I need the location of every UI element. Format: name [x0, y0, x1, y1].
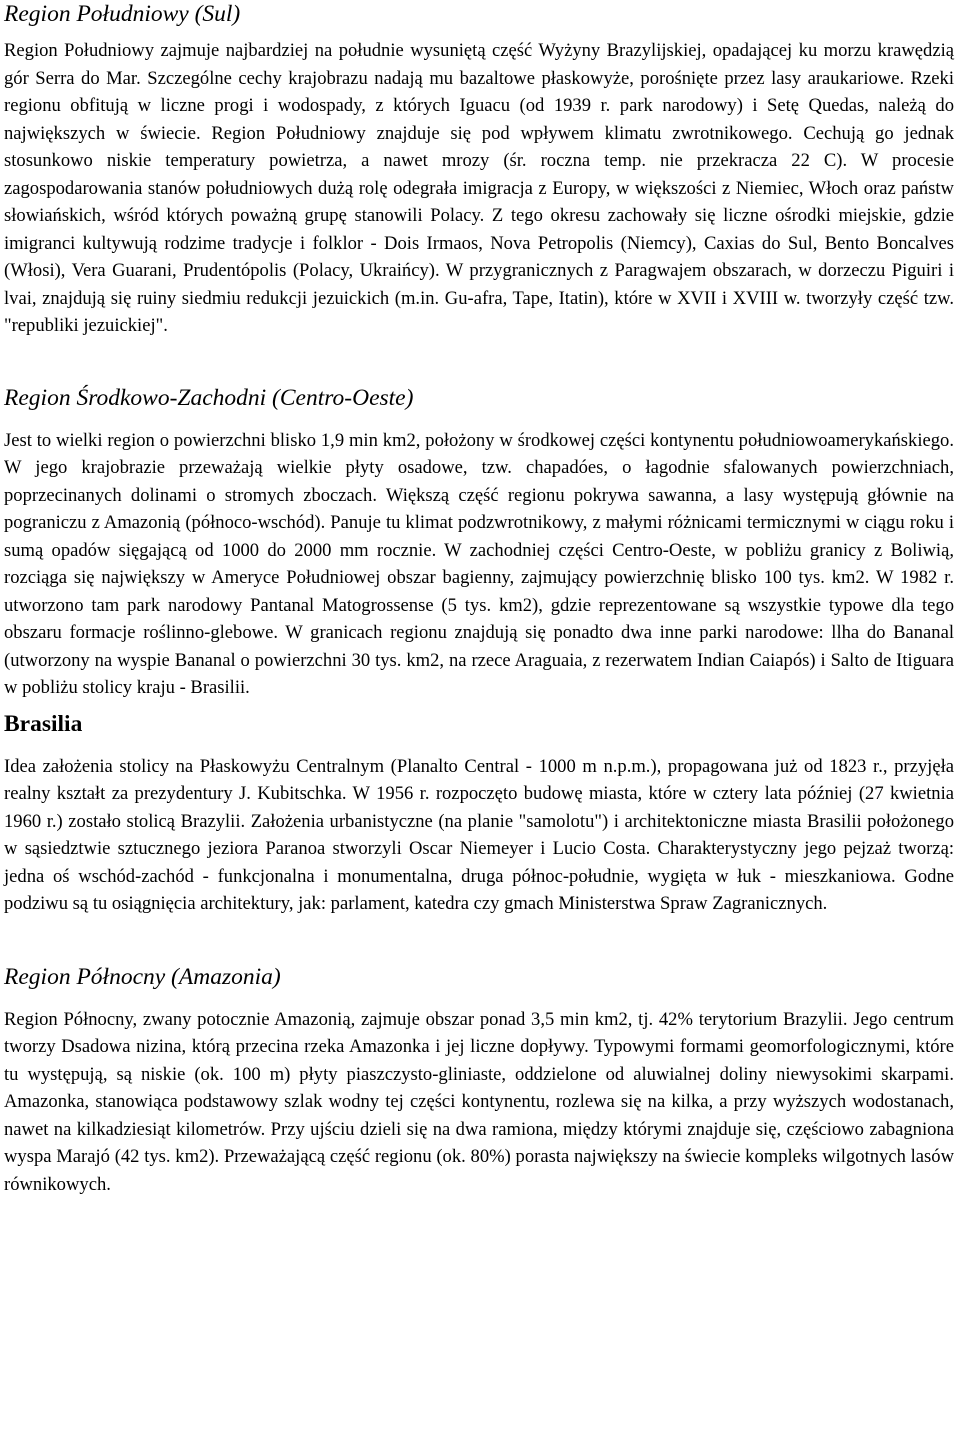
section-title-brasilia: Brasilia — [4, 710, 83, 737]
section-paragraph-amazonia: Region Północny, zwany potocznie Amazonią, zajmuje obszar ponad 3,5 min km2, tj. 42% terytorium Brazylii. Jego centrum tworzy Dsadowa nizina, którą przecina rzeka Amazonka i jej liczne dopływy. Typowymi formami geomorfologicznymi, które tu występują, są niskie (ok. 100 m) płyty piaszczysto-gliniaste, oddzielone od aluwialnej doliny niewysokimi skarpami. Amazonka, stanowiąca podstawowy szlak wodny tej części kontynentu, rozlewa się na kilka, a przy wyższych wodostanach, nawet na kilkadziesiąt kilometrów. Przy ujściu dzieli się na dwa ramiona, między którymi znajduje się, częściowo zabagniona wyspa Marajó (42 tys. km2). Przeważającą część regionu (ok. 80%) porasta największy na świecie kompleks wilgotnych lasów równikowych. — [4, 1008, 954, 1195]
section-paragraph-centro-oeste: Jest to wielki region o powierzchni blisko 1,9 min km2, położony w środkowej części kontynentu południowoamerykańskiego. W jego krajobrazie przeważają wielkie płyty osadowe, tzw. chapadóes, o łagodnie sfalowanych powierzchniach, poprzecinanych dolinami o stromych zboczach. Większą część regionu pokrywa sawanna, a lasy występują głównie na pograniczu z Amazonią (północo-wschód). Panuje tu klimat podzwrotnikowy, z małymi różnicami termicznymi w ciągu roku i sumą opadów sięgającą od 1000 do 2000 mm rocznie. W zachodniej części Centro-Oeste, w pobliżu granicy z Boliwią, rozciąga się największy w Ameryce Południowej obszar bagienny, zajmujący powierzchnię blisko 100 tys. km2. W 1982 r. utworzono tam park narodowy Pantanal Matogrossense (5 tys. km2), gdzie reprezentowane są wszystkie typowe dla tego obszaru formacje roślinno-glebowe. W granicach regionu znajdują się ponadto dwa inne parki narodowe: llha do Bananal (utworzony na wyspie Bananal o powierzchni 30 tys. km2, na rzece Araguaia, z rezerwatem Indian Caiapós) i Salto de Itiguara w pobliżu stolicy kraju - Brasilii. — [4, 429, 954, 698]
section-paragraph-sul: Region Południowy zajmuje najbardziej na południe wysuniętą część Wyżyny Brazylijskiej, opadającej ku morzu krawędzią gór Serra do Mar. Szczególne cechy krajobrazu nadają mu bazaltowe płaskowyże, porośnięte przez lasy araukariowe. Rzeki regionu obfitują w liczne progi i wodospady, z których Iguacu (od 1939 r. park narodowy) i Setę Quedas, należą do największych w świecie. Region Południowy znajduje się pod wpływem klimatu zwrotnikowego. Cechują go jednak stosunkowo niskie temperatury powietrza, a nawet mrozy (śr. roczna temp. nie przekracza 22 C). W procesie zagospodarowania stanów południowych dużą rolę odegrała imigracja z Europy, w większości z Niemiec, Włoch oraz państw słowiańskich, wśród których poważną grupę stanowili Polacy. Z tego okresu zachowały się liczne ośrodki miejskie, gdzie imigranci kultywują rodzime tradycje i folklor - Dois Irmaos, Nova Petropolis (Niemcy), Caxias do Sul, Bento Boncalves (Włosi), Vera Guarani, Prudentópolis (Polacy, Ukraińcy). W przygranicznych z Paragwajem obszarach, w dorzeczu Piguiri i lvai, znajdują się ruiny siedmiu redukcji jezuickich (m.in. Gu-afra, Tape, Itatin), które w XVII i XVIII w. tworzyły część tzw. "republiki jezuickiej". — [4, 40, 954, 336]
section-title-centro-oeste: Region Środkowo-Zachodni (Centro-Oeste) — [4, 384, 414, 411]
section-paragraph-brasilia: Idea założenia stolicy na Płaskowyżu Centralnym (Planalto Central - 1000 m n.p.m.), propagowana już od 1823 r., przyjęła realny kształt za prezydentury J. Kubitschka. W 1956 r. rozpoczęto budowę miasta, które w cztery lata później (27 kwietnia 1960 r.) zostało stolicą Brazylii. Założenia urbanistyczne (na planie "samolotu") i architektoniczne miasta Brasilii położonego w sąsiedztwie sztucznego jeziora Paranoa stworzyli Oscar Niemeyer i Lucio Costa. Charakterystyczny jego pejzaż tworzą: jedna oś wschód-zachód - funkcjonalna i monumentalna, druga północ-południe, wygięta w łuk - mieszkaniowa. Godne podziwu są tu osiągnięcia architektury, jak: parlament, katedra czy gmach Ministerstwa Spraw Zagranicznych. — [4, 755, 954, 914]
section-title-sul: Region Południowy (Sul) — [4, 1, 241, 27]
section-title-amazonia: Region Północny (Amazonia) — [4, 963, 281, 990]
